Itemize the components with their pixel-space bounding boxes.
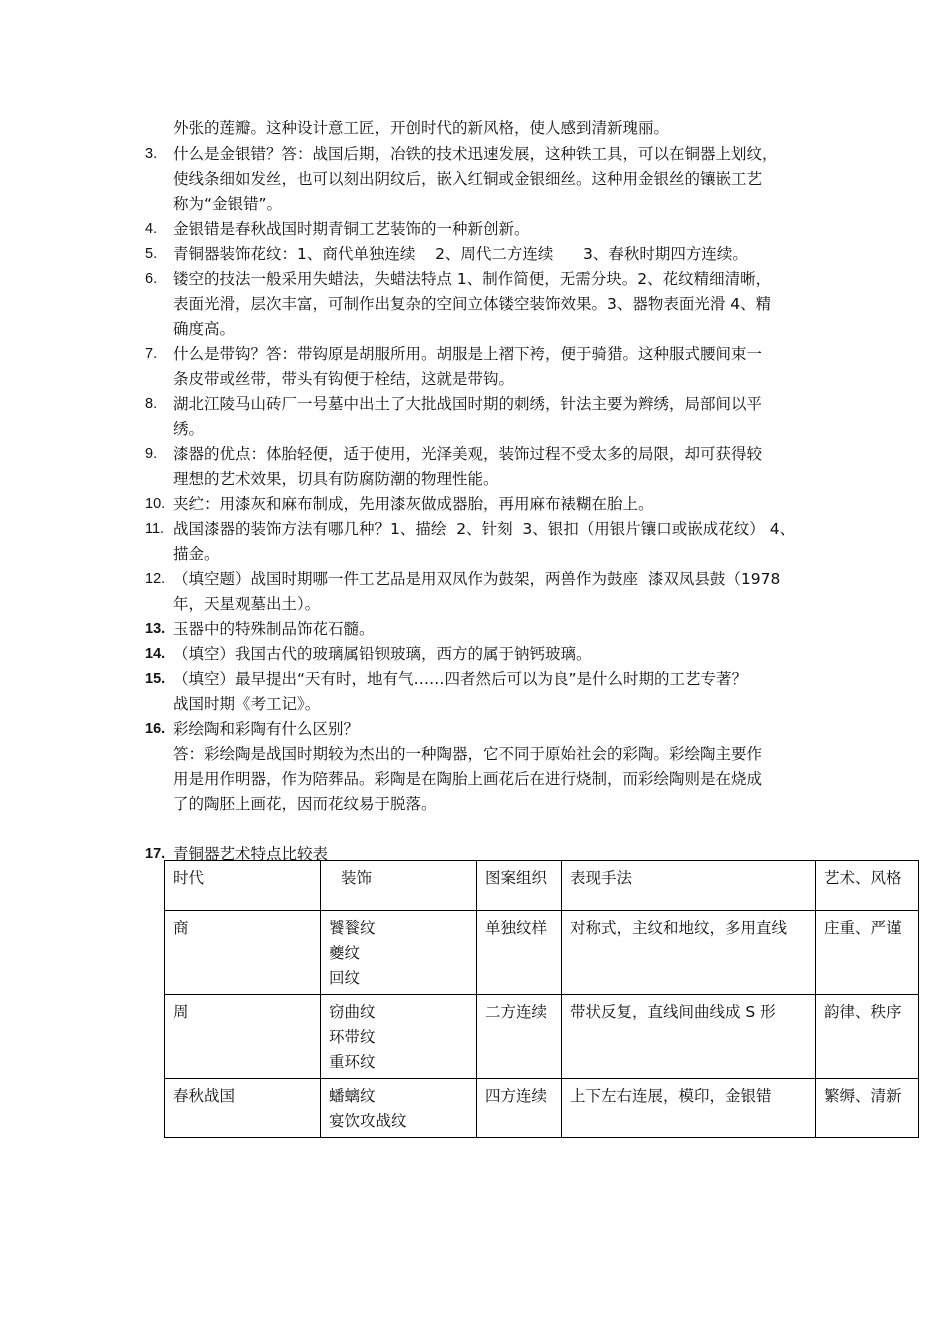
item-number: 5. xyxy=(145,246,158,262)
decoration-cell xyxy=(321,1079,477,1138)
paragraph-line: 彩绘陶和彩陶有什么区别？ xyxy=(173,720,360,738)
paragraph-line: 条皮带或丝带，带头有钩便于栓结，这就是带钩。 xyxy=(173,370,515,388)
paragraph-line: 年，天星观墓出土）。 xyxy=(173,595,321,613)
item-number: 8. xyxy=(145,396,158,412)
paragraph-line: 外张的莲瓣。这种设计意工匠，开创时代的新风格，使人感到清新瑰丽。 xyxy=(173,119,670,137)
paragraph-line: 什么是金银错？答：战国后期，冶铁的技术迅速发展，这种铁工具，可以在铜器上划纹， xyxy=(173,145,778,163)
table-row xyxy=(165,911,919,995)
table-title: 青铜器艺术特点比较表 xyxy=(173,845,329,863)
paragraph-line: 战国时期《考工记》。 xyxy=(173,695,321,713)
item-number: 7. xyxy=(145,346,158,362)
item-number: 14. xyxy=(145,646,166,662)
paragraph-line: 使线条细如发丝，也可以刻出阴纹后，嵌入红铜或金银细丝。这种用金银丝的镶嵌工艺 xyxy=(173,170,763,188)
paragraph-line: 表面光滑，层次丰富，可制作出复杂的空间立体镂空装饰效果。3、器物表面光滑 4、精 xyxy=(173,295,772,313)
paragraph-line: 玉器中的特殊制品饰花石髓。 xyxy=(173,620,375,638)
paragraph-line: 镂空的技法一般采用失蜡法，失蜡法特点 1、制作简便，无需分块。2、花纹精细清晰， xyxy=(173,270,772,288)
era-cell: 商 xyxy=(165,911,321,995)
paragraph-line: 确度高。 xyxy=(173,320,236,338)
decoration-item: 窃曲纹 xyxy=(329,1003,376,1021)
decoration-item: 蟠螭纹 xyxy=(329,1087,376,1105)
table-row xyxy=(165,1079,919,1138)
item-number: 13. xyxy=(145,621,166,637)
paragraph-line: （填空题）战国时期哪一件工艺品是用双凤作为鼓架，两兽作为鼓座 漆双凤县鼓（1978 xyxy=(173,570,781,588)
item-number: 17. xyxy=(145,846,166,862)
paragraph-line: 理想的艺术效果，切具有防腐防潮的物理性能。 xyxy=(173,470,499,488)
paragraph-line: 描金。 xyxy=(173,545,220,563)
header-cell: 装饰 xyxy=(321,861,477,911)
style-cell: 韵律、秩序 xyxy=(816,995,919,1079)
organization-cell: 四方连续 xyxy=(477,1079,562,1138)
decoration-cell xyxy=(321,995,477,1079)
header-cell: 艺术、风格 xyxy=(816,861,919,911)
paragraph-line: 战国漆器的装饰方法有哪几种？1、描绘 2、针刻 3、银扣（用银片镶口或嵌成花纹） 4、 xyxy=(173,520,796,538)
paragraph-line: （填空）我国古代的玻璃属铅钡玻璃，西方的属于钠钙玻璃。 xyxy=(173,645,592,663)
method-cell: 对称式，主纹和地纹，多用直线 xyxy=(562,911,816,995)
table-header-row xyxy=(165,861,919,911)
paragraph-line: 漆器的优点：体胎轻便，适于使用，光泽美观，装饰过程不受太多的局限，却可获得较 xyxy=(173,445,763,463)
paragraph-line: 答：彩绘陶是战国时期较为杰出的一种陶器，它不同于原始社会的彩陶。彩绘陶主要作 xyxy=(173,745,763,763)
decoration-cell xyxy=(321,911,477,995)
method-cell: 上下左右连展，模印，金银错 xyxy=(562,1079,816,1138)
paragraph-line: 绣。 xyxy=(173,420,205,438)
paragraph-line: 湖北江陵马山砖厂一号墓中出土了大批战国时期的刺绣，针法主要为辫绣，局部间以平 xyxy=(173,395,763,413)
paragraph-line: 青铜器装饰花纹：1、商代单独连续 2、周代二方连续 3、春秋时期四方连续。 xyxy=(173,245,748,263)
decoration-item: 回纹 xyxy=(329,969,361,987)
item-number: 16. xyxy=(145,721,166,737)
item-number: 12. xyxy=(145,571,166,587)
item-number: 15. xyxy=(145,671,166,687)
paragraph-line: 金银错是春秋战国时期青铜工艺装饰的一种新创新。 xyxy=(173,220,530,238)
paragraph-line: 了的陶胚上画花，因而花纹易于脱落。 xyxy=(173,795,437,813)
decoration-item: 夔纹 xyxy=(329,944,361,962)
style-cell: 繁缛、清新 xyxy=(816,1079,919,1138)
header-cell: 图案组织 xyxy=(477,861,562,911)
decoration-item: 环带纹 xyxy=(329,1028,376,1046)
paragraph-line: 夹纻：用漆灰和麻布制成，先用漆灰做成器胎，再用麻布裱糊在胎上。 xyxy=(173,495,654,513)
header-cell: 表现手法 xyxy=(562,861,816,911)
item-number: 6. xyxy=(145,271,158,287)
paragraph-line: 用是用作明器，作为陪葬品。彩陶是在陶胎上画花后在进行烧制，而彩绘陶则是在烧成 xyxy=(173,770,763,788)
paragraph-line: （填空）最早提出“天有时，地有气……四者然后可以为良”是什么时期的工艺专著？ xyxy=(173,670,748,688)
era-cell: 周 xyxy=(165,995,321,1079)
header-cell: 时代 xyxy=(165,861,321,911)
organization-cell: 二方连续 xyxy=(477,995,562,1079)
method-cell: 带状反复，直线间曲线成 S 形 xyxy=(562,995,816,1079)
item-number: 4. xyxy=(145,221,158,237)
comparison-table xyxy=(164,860,919,1138)
decoration-item: 饕餮纹 xyxy=(329,919,376,937)
era-cell: 春秋战国 xyxy=(165,1079,321,1138)
paragraph-line: 称为“金银错”。 xyxy=(173,195,283,213)
table-row xyxy=(165,995,919,1079)
organization-cell: 单独纹样 xyxy=(477,911,562,995)
style-cell: 庄重、严谨 xyxy=(816,911,919,995)
item-number: 9. xyxy=(145,446,158,462)
item-number: 11. xyxy=(145,521,165,537)
paragraph-line: 什么是带钩？答：带钩原是胡服所用。胡服是上褶下袴，便于骑猎。这种服式腰间束一 xyxy=(173,345,763,363)
decoration-item: 重环纹 xyxy=(329,1053,376,1071)
item-number: 3. xyxy=(145,146,158,162)
item-number: 10. xyxy=(145,496,166,512)
decoration-item: 宴饮攻战纹 xyxy=(329,1112,407,1130)
